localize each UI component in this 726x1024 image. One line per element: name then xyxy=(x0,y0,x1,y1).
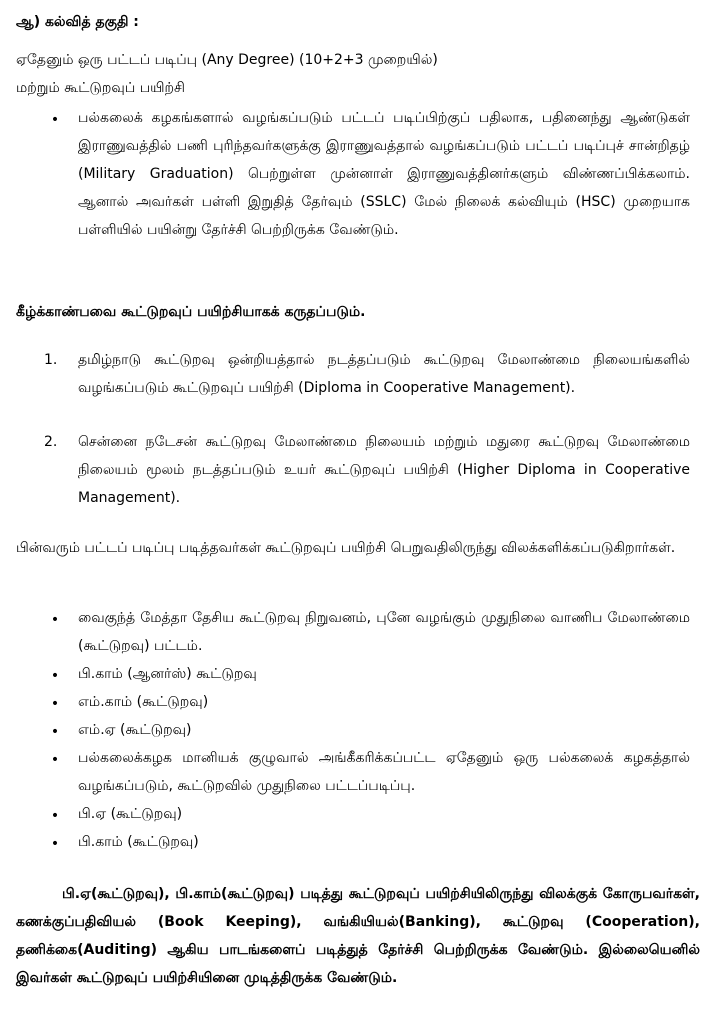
exempt-item-text: பல்கலைக்கழக மானியக் குழுவால் அங்கீகரிக்கப்பட்ட ஏதேனும் ஒரு பல்கலைக் கழகத்தால் வழங்கப்படும், கூட்டுறவில் முதுநிலை பட்டப்படிப்பு. xyxy=(78,750,690,794)
list-item-text: தமிழ்நாடு கூட்டுறவு ஒன்றியத்தால் நடத்தப்படும் கூட்டுறவு மேலாண்மை நிலையங்களில் வழங்கப்படும் கூட்டுறவுப் பயிற்சி (Diploma in Cooperative Management). xyxy=(78,352,690,396)
exempt-item-text: எம்.காம் (கூட்டுறவு) xyxy=(78,694,209,710)
list-number: 1. xyxy=(44,352,58,368)
qualification-line-1: ஏதேனும் ஒரு பட்டப் படிப்பு (Any Degree) (10+2+3 முறையில்) xyxy=(16,52,438,68)
bullet-icon: • xyxy=(50,724,60,740)
section-heading: ஆ) கல்வித் தகுதி : xyxy=(16,14,139,30)
bullet-icon: • xyxy=(50,808,60,824)
bullet-icon: • xyxy=(50,836,60,852)
list-item-text: சென்னை நடேசன் கூட்டுறவு மேலாண்மை நிலையம் மற்றும் மதுரை கூட்டுறவு மேலாண்மை நிலையம் மூலம் நடத்தப்படும் உயர் கூட்டுறவுப் பயிற்சி (Higher Diploma in Cooperative Management). xyxy=(78,434,690,506)
qualification-line-2: மற்றும் கூட்டுறவுப் பயிற்சி xyxy=(16,80,185,96)
bullet-icon: • xyxy=(50,696,60,712)
bullet-icon: • xyxy=(50,112,60,128)
exempt-item-text: பி.ஏ (கூட்டுறவு) xyxy=(78,806,183,822)
exempt-item-text: பி.காம் (ஆனர்ஸ்) கூட்டுறவு xyxy=(78,666,257,682)
bullet-icon: • xyxy=(50,668,60,684)
exempt-item-text: வைகுந்த் மேத்தா தேசிய கூட்டுறவு நிறுவனம், புனே வழங்கும் முதுநிலை வாணிப மேலாண்மை (கூட்டுறவு) பட்டம். xyxy=(78,610,690,654)
bullet-icon: • xyxy=(50,752,60,768)
military-note-text: பல்கலைக் கழகங்களால் வழங்கப்படும் பட்டப் படிப்பிற்குப் பதிலாக, பதினைந்து ஆண்டுகள் இராணுவத்தில் பணி புரிந்தவர்களுக்கு இராணுவத்தால் வழங்கப்படும் பட்டப் படிப்புச் சான்றிதழ் (Military Graduation) பெற்றுள்ள முன்னாள் இராணுவத்தினர்களும் விண்ணப்பிக்கலாம். ஆனால் அவர்கள் பள்ளி இறுதித் தேர்வும் (SSLC) மேல் நிலைக் கல்வியும் (HSC) முறையாக பள்ளியில் பயின்று தேர்ச்சி பெற்றிருக்க வேண்டும். xyxy=(78,110,690,238)
final-note: பி.ஏ(கூட்டுறவு), பி.காம்(கூட்டுறவு) படித்து கூட்டுறவுப் பயிற்சியிலிருந்து விலக்குக் கோருபவர்கள், கணக்குப்பதிவியல் (Book Keeping), வங்கியியல்(Banking), கூட்டுறவு (Cooperation), தணிக்கை(Auditing) ஆகிய பாடங்களைப் படித்துத் தேர்ச்சி பெற்றிருக்க வேண்டும். இல்லையெனில் இவர்கள் கூட்டுறவுப் பயிற்சியினை முடித்திருக்க வேண்டும். xyxy=(16,886,700,986)
exempt-intro: பின்வரும் பட்டப் படிப்பு படித்தவர்கள் கூட்டுறவுப் பயிற்சி பெறுவதிலிருந்து விலக்களிக்கப்படுகிறார்கள். xyxy=(16,540,676,556)
exempt-item-text: எம்.ஏ (கூட்டுறவு) xyxy=(78,722,192,738)
considered-heading: கீழ்க்காண்பவை கூட்டுறவுப் பயிற்சியாகக் கருதப்படும். xyxy=(16,304,366,320)
list-number: 2. xyxy=(44,434,58,450)
exempt-item-text: பி.காம் (கூட்டுறவு) xyxy=(78,834,199,850)
bullet-icon: • xyxy=(50,612,60,628)
